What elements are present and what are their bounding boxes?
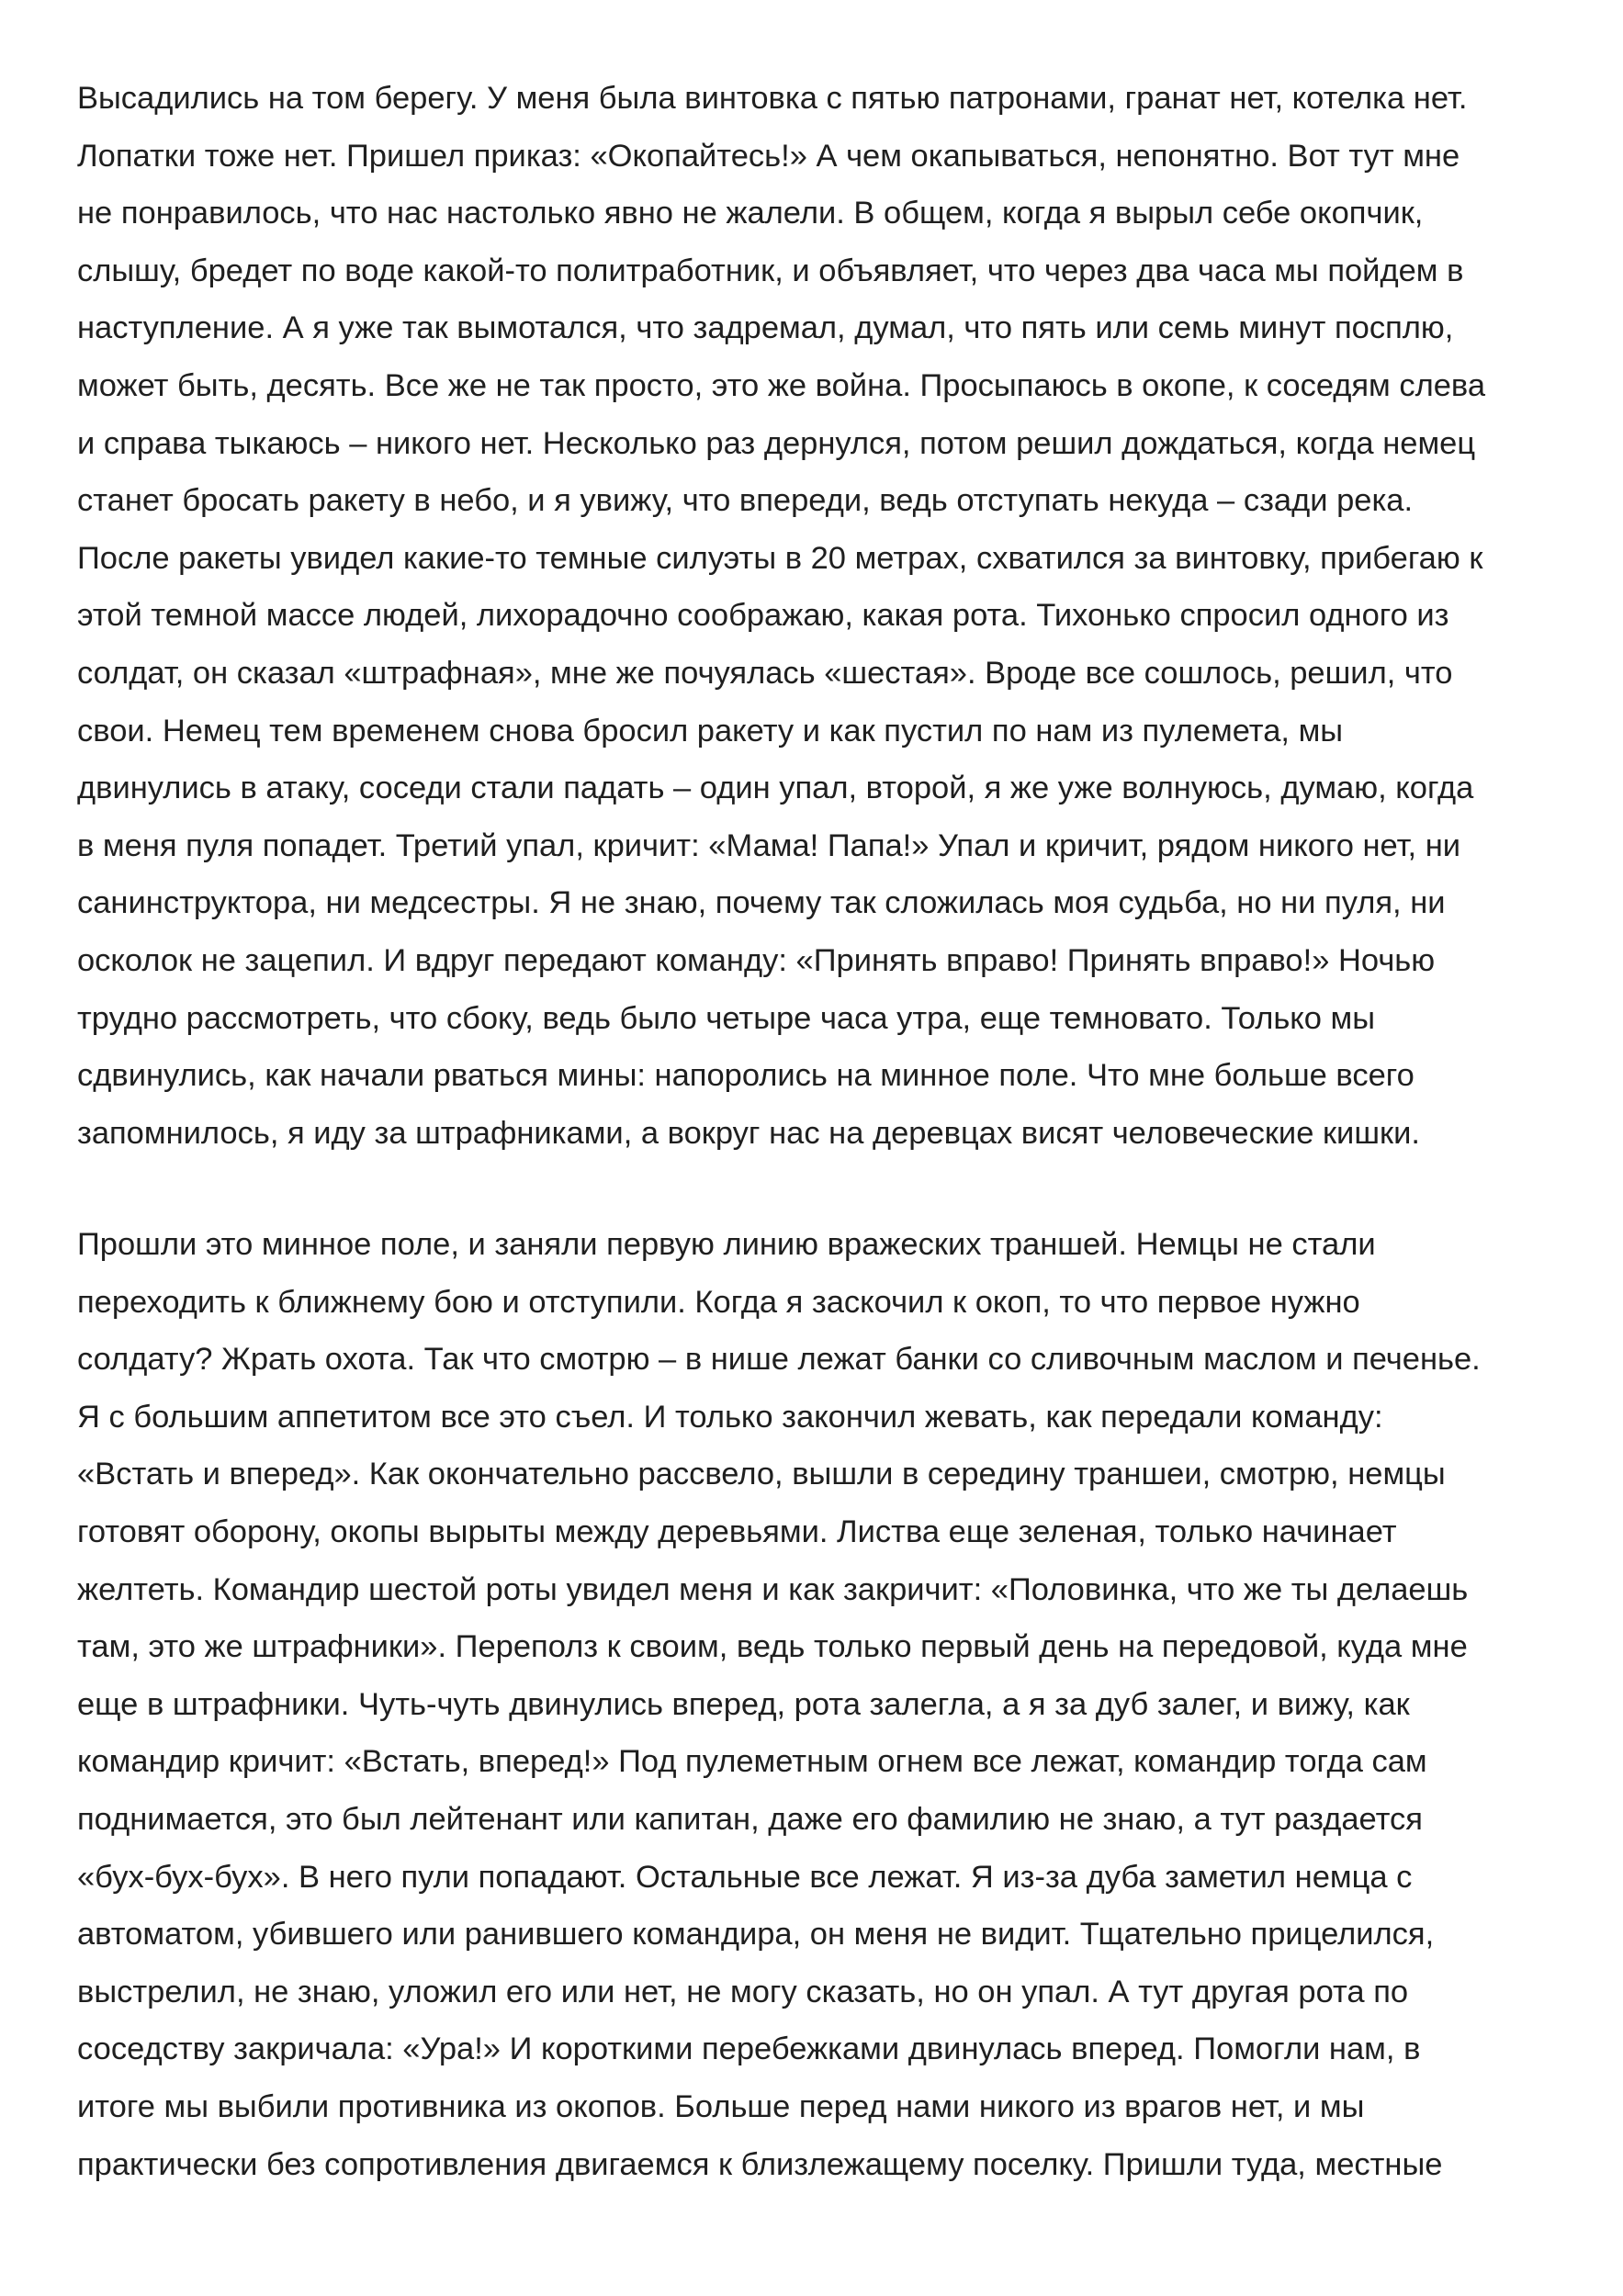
text-line: практически без сопротивления двигаемся к близлежащему поселку. Пришли туда, местные: [77, 2146, 1443, 2182]
text-line: После ракеты увидел какие-то темные силуэты в 20 метрах, схватился за винтовку, прибегаю к: [77, 540, 1483, 576]
text-line: в меня пуля попадет. Третий упал, кричит: «Мама! Папа!» Упал и кричит, рядом никого нет, ни: [77, 827, 1461, 863]
paragraph-1: [77, 70, 1565, 1162]
text-line: не понравилось, что нас настолько явно не жалели. В общем, когда я вырыл себе окопчик,: [77, 196, 1424, 231]
text-line: желтеть. Командир шестой роты увидел меня и как закричит: «Половинка, что же ты делаешь: [77, 1571, 1469, 1607]
text-line: осколок не зацепил. И вдруг передают команду: «Принять вправо! Принять вправо!» Ночью: [77, 942, 1436, 978]
text-line: запомнилось, я иду за штрафниками, а вокруг нас на деревцах висят человеческие кишки.: [77, 1115, 1420, 1151]
text-line: «бух-бух-бух». В него пули попадают. Остальные все лежат. Я из-за дуба заметил немца с: [77, 1859, 1413, 1895]
text-line: трудно рассмотреть, что сбоку, ведь было четыре часа утра, еще темновато. Только мы: [77, 1000, 1376, 1036]
text-line: сдвинулись, как начали рваться мины: напоролись на минное поле. Что мне больше всего: [77, 1058, 1414, 1094]
text-line: еще в штрафники. Чуть-чуть двинулись вперед, рота залегла, а я за дуб залег, и вижу, как: [77, 1686, 1410, 1722]
text-line: выстрелил, не знаю, уложил его или нет, не могу сказать, но он упал. А тут другая рота по: [77, 1974, 1409, 2009]
text-line: санинструктора, ни медсестры. Я не знаю, почему так сложилась моя судьба, но ни пуля, ни: [77, 885, 1446, 921]
text-line: «Встать и вперед». Как окончательно рассвело, вышли в середину траншеи, смотрю, немцы: [77, 1457, 1446, 1492]
text-line: соседству закричала: «Ура!» И короткими перебежками двинулась вперед. Помогли нам, в: [77, 2032, 1421, 2067]
text-line: Я с большим аппетитом все это съел. И только закончил жевать, как передали команду:: [77, 1399, 1383, 1435]
text-line: Высадились на том берегу. У меня была винтовка с пятью патронами, гранат нет, котелка нет.: [77, 81, 1468, 116]
text-line: может быть, десять. Все же не так просто, это же война. Просыпаюсь в окопе, к соседям слева: [77, 367, 1486, 403]
text-line: итоге мы выбили противника из окопов. Больше перед нами никого из врагов нет, и мы: [77, 2088, 1365, 2124]
text-line: переходить к ближнему бою и отступили. Когда я заскочил к окоп, то что первое нужно: [77, 1284, 1360, 1320]
text-line: Лопатки тоже нет. Пришел приказ: «Окопайтесь!» А чем окапываться, непонятно. Вот тут мне: [77, 138, 1460, 174]
text-line: автоматом, убившего или ранившего командира, он меня не видит. Тщательно прицелился,: [77, 1917, 1435, 1953]
text-line: солдат, он сказал «штрафная», мне же почуялась «шестая». Вроде все сошлось, решил, что: [77, 655, 1453, 691]
text-line: слышу, бредет по воде какой-то политработник, и объявляет, что через два часа мы пойдем в: [77, 253, 1464, 288]
paragraph-2: [77, 1216, 1565, 2193]
text-line: готовят оборону, окопы вырыты между деревьями. Листва еще зеленая, только начинает: [77, 1514, 1397, 1549]
text-line: солдату? Жрать охота. Так что смотрю – в нише лежат банки со сливочным маслом и печенье.: [77, 1342, 1481, 1378]
text-line: и справа тыкаюсь – никого нет. Несколько раз дернулся, потом решил дождаться, когда немец: [77, 425, 1476, 461]
text-line: станет бросать ракету в небо, и я увижу, что впереди, ведь отступать некуда – сзади река.: [77, 483, 1414, 519]
text-line: этой темной массе людей, лихорадочно соображаю, какая рота. Тихонько спросил одного из: [77, 598, 1449, 634]
text-line: поднимается, это был лейтенант или капитан, даже его фамилию не знаю, а тут раздается: [77, 1801, 1423, 1837]
text-line: там, это же штрафники». Переполз к своим, ведь только первый день на передовой, куда мне: [77, 1629, 1468, 1665]
text-line: Прошли это минное поле, и заняли первую линию вражеских траншей. Немцы не стали: [77, 1227, 1376, 1262]
text-line: двинулись в атаку, соседи стали падать – один упал, второй, я же уже волнуюсь, думаю, когда: [77, 771, 1474, 806]
text-line: наступление. А я уже так вымотался, что задремал, думал, что пять или семь минут посплю,: [77, 310, 1454, 346]
text-line: командир кричит: «Встать, вперед!» Под пулеметным огнем все лежат, командир тогда сам: [77, 1744, 1427, 1780]
text-line: свои. Немец тем временем снова бросил ракету и как пустил по нам из пулемета, мы: [77, 713, 1344, 748]
